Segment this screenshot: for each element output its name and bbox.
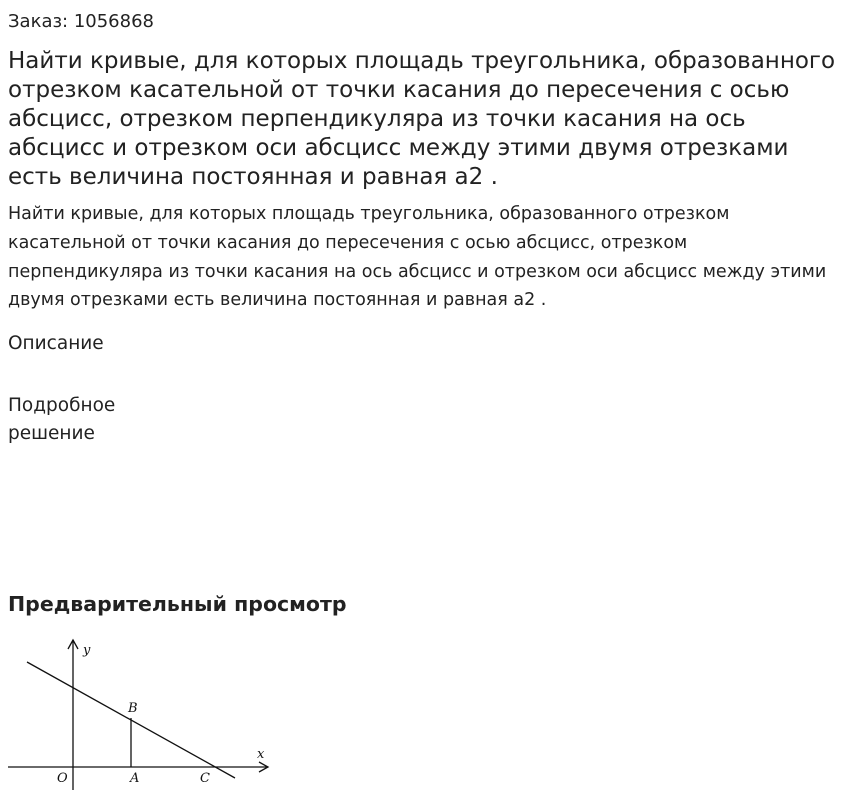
page-title: Найти кривые, для которых площадь треугольника, образованного отрезком касательной от точки касания до пересечения с осью абсцисс, отрезком перпендикуляра из точки касания на ось абсцисс и отрезком оси абсцисс между этими двумя отрезками есть величина постоянная и равная а2 . [8,48,836,190]
description-section-label: Описание [8,333,104,354]
origin-label: O [57,771,68,786]
y-axis-label: y [83,643,91,658]
order-number: Заказ: 1056868 [8,11,154,32]
preview-figure [0,630,280,800]
detailed-solution-label: Подробное решение [8,395,116,444]
tangent-diagram [0,630,280,800]
x-axis-label: x [257,747,265,762]
problem-description: Найти кривые, для которых площадь треугольника, образованного отрезком касательной от точки касания до пересечения с осью абсцисс, отрезком перпендикуляра из точки касания на ось абсцисс и отрезком оси абсцисс между этими двумя отрезками есть величина постоянная и равная а2 . [8,204,827,311]
point-a-label: A [130,771,140,786]
point-b-label: B [128,701,138,716]
point-c-label: C [200,771,210,786]
preview-heading: Предварительный просмотр [8,592,347,616]
